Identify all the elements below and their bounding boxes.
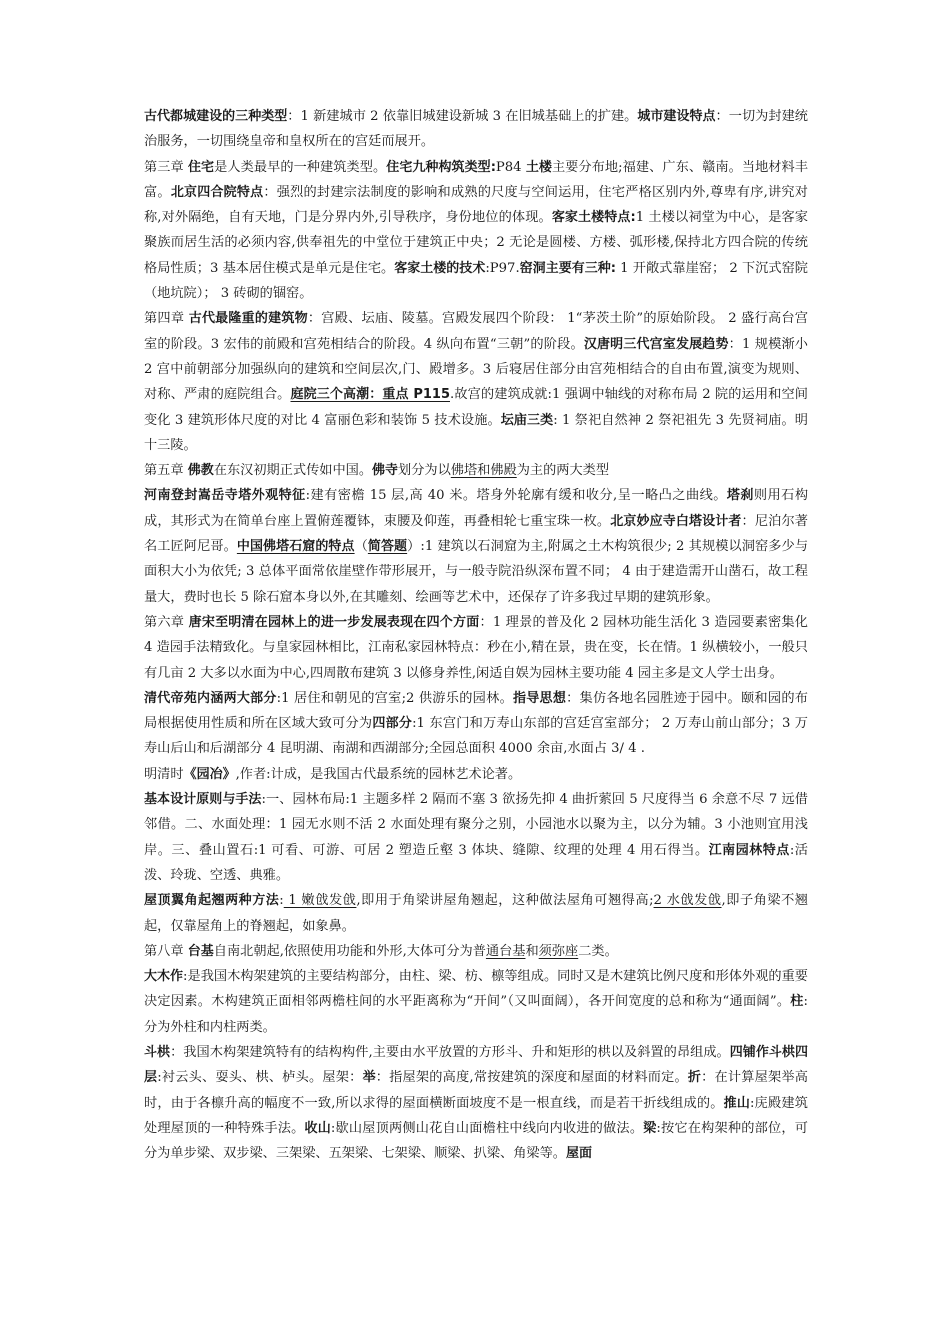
bold-term: 四铺作斗栱四层 — [144, 1044, 808, 1086]
bold-term: 江南园林特点 — [708, 842, 790, 858]
bold-term: 客家土楼的技术 — [394, 260, 486, 276]
paragraph — [144, 610, 808, 686]
paragraph — [144, 787, 808, 888]
text-run: 佛塔和佛殿 — [450, 463, 517, 479]
text-run: : — [279, 893, 284, 909]
text-run: 在东汉初期正式传如中国。 — [213, 463, 373, 479]
text-run: 第六章 — [144, 614, 189, 630]
text-run: :分为外柱和内柱两类。 — [144, 994, 808, 1035]
text-run: 则用石构成，其形式为在简单台座上置俯莲覆钵，束腰及仰莲，再叠相轮七重宝珠一枚。 — [144, 488, 809, 529]
bold-term: 古代都城建设的三种类型 — [144, 109, 288, 124]
bold-term: 推山 — [723, 1095, 751, 1111]
bold-term: 汉唐明三代宫室发展趋势 — [583, 336, 729, 352]
bold-term: 北京妙应寺白塔设计者 — [610, 513, 742, 529]
bold-term: 举 — [362, 1070, 376, 1086]
bold-term: 河南登封嵩岳寺塔外观特征 — [144, 488, 306, 504]
paragraph — [144, 104, 808, 155]
bold-term: 折 — [687, 1070, 702, 1086]
bold-term: 住宅九种构筑类型: — [386, 159, 496, 175]
text-run: 为主的两大类型 — [516, 463, 610, 479]
paragraph — [144, 686, 808, 762]
bold-term: 四部分 — [372, 716, 413, 732]
bold-term: 北京四合院特点 — [170, 184, 264, 200]
paragraph — [144, 888, 808, 939]
bold-term: 窑洞主要有三种: — [519, 260, 616, 276]
bold-term: 塔刹 — [726, 488, 754, 504]
text-run: .故宫的建筑成就:1 强调中轴线的对称布局 2 院的运用和空间变化 3 建筑形体尺度的对比 4 富丽色彩和装饰 5 技术设施。 — [144, 387, 808, 428]
bold-term: 古代最隆重的建筑物 — [188, 311, 308, 327]
text-run: :1 东宫门和万寿山东部的宫廷宫室部分； 2 万寿山前山部分；3 万寿山后山和后湖部分 4 昆明湖、南湖和西湖部分;全园总面积 4000 余亩,水面占 3/ 4 . — [144, 716, 808, 757]
bold-term: 唐宋至明清在园林上的进一步发展表现在四个方面 — [188, 614, 480, 630]
text-run: :按它在构架种的部位，可分为单步梁、双步梁、三架梁、五架梁、七架梁、顺梁、扒梁、角梁等。 — [144, 1120, 808, 1162]
text-run: :活泼、玲珑、空透、典雅。 — [144, 842, 808, 883]
text-run: ：1 规模渐小 2 宫中前朝部分加强纵向的建筑和空间层次,门、殿增多。3 后寝居住部分由宫苑相结合的自由布置,演变为规则、对称、严肃的庭院组合。 — [144, 336, 808, 403]
paragraph — [144, 939, 808, 964]
text-run: 须弥座 — [538, 943, 579, 959]
bold-term: 收山 — [304, 1120, 331, 1136]
text-run: （ — [354, 539, 368, 555]
paragraph — [144, 1040, 808, 1166]
bold-term: 台基 — [187, 943, 214, 959]
text-run: 2 水戗发戗 — [653, 893, 722, 909]
bold-term: 佛寺 — [372, 463, 399, 479]
bold-term: 佛教 — [187, 463, 214, 479]
text-run: ）:1 建筑以石洞窟为主,附属之土木构筑很少; 2 其规模以洞窑多少与面积大小为依凭; 3 总体平面常依崖壁作带形展开，与一般寺院沿纵深布置不同； 4 由于建造需开山凿石，故工程量大，费时也长 5 除石窟本身以外,在其雕刻、绘画等艺术中，还保存了许多我过早期的建筑形象。 — [144, 539, 809, 605]
text-run: ：强烈的封建宗法制度的影响和成熟的尺度与空间运用，住宅严格区别内外,尊卑有序,讲究对称,对外隔绝，自有天地，门是分界内外,引导秩序，身份地位的体现。 — [144, 184, 808, 226]
text-run: ：尼泊尔著名工匠阿尼哥。 — [144, 513, 808, 555]
text-run: ：我国木构架建筑特有的结构构件,主要由水平放置的方形斗、升和矩形的栱以及斜置的昂组成。 — [170, 1044, 730, 1060]
text-run: :建有密檐 15 层,高 40 米。塔身外轮廓有缓和收分,呈一略凸之曲线。 — [305, 488, 727, 504]
text-run: 和 — [525, 943, 539, 959]
text-run: :一、园林布局:1 主题多样 2 隔而不塞 3 欲扬先抑 4 曲折萦回 5 尺度得当 6 余意不尽 7 远借邻借。二、水面处理：1 园无水则不活 2 水面处理有聚分之别，小园池水以聚为主，以分为辅。3 小池则宜用浅岸。三、叠山置石:1 可看、可游、可居 2 塑造丘壑 3 体块、缝隙、纹理的处理 4 用石得当。 — [144, 792, 808, 858]
text-run: ：宫殿、坛庙、陵墓。宫殿发展四个阶段： 1“茅茨土阶”的原始阶段。 2 盛行高台宫室的阶段。3 宏伟的前殿和宫苑相结合的阶段。4 纵向布置“三朝”的阶段。 — [144, 311, 808, 352]
text-run: :歇山屋顶两侧山花自山面檐柱中线向内收进的做法。 — [330, 1120, 644, 1136]
bold-term: 斗栱 — [144, 1044, 171, 1060]
text-run: 第八章 — [144, 943, 188, 959]
text-run: :是我国木构架建筑的主要结构部分，由柱、梁、枋、檩等组成。同时又是木建筑比例尺度和形体外观的重要决定因素。木构建筑正面相邻两檐柱间的水平距离称为“开间”（又叫面阔），各开间宽度的总和称为“通面阔”。 — [144, 969, 808, 1010]
text-run: 通台基 — [485, 943, 526, 959]
bold-term: 清代帝苑内涵两大部分 — [144, 690, 277, 706]
paragraph — [144, 964, 808, 1040]
text-run: ：一切为封建统治服务，一切围绕皇帝和皇权所在的宫廷而展开。 — [144, 109, 808, 150]
paragraph — [144, 155, 808, 307]
text-run: ,即用于角梁讲屋角翘起，这种做法屋角可翘得高; — [356, 893, 654, 909]
text-run: ：1 理景的普及化 2 园林功能生活化 3 造园要素密集化 4 造园手法精致化。与皇家园林相比，江南私家园林特点：秒在小,精在景，贵在变，长在情。1 纵横较小，一般只有几亩 2 大多以水面为中心,四周散布建筑 3 以修身养性,闲适自娱为园林主要功能 4 园主多是文人学士出身。 — [144, 614, 808, 681]
bold-term: 住宅 — [187, 159, 215, 175]
text-run: 二类。 — [578, 943, 618, 959]
text-run: ,即子角梁不翘起，仅靠屋角上的脊翘起，如象鼻。 — [144, 893, 808, 934]
bold-term: 坛庙三类 — [500, 412, 554, 428]
text-run: ：指屋架的高度,常按建筑的深度和屋面的材料而定。 — [375, 1070, 688, 1086]
text-run: :衬云头、耍头、栱、栌头。屋架： — [157, 1070, 363, 1086]
text-run: : 1 祭祀自然神 2 祭祀祖先 3 先贤祠庙。明十三陵。 — [144, 412, 808, 453]
bold-term: 客家土楼特点: — [551, 210, 636, 226]
bold-term: 城市建设特点 — [637, 109, 716, 124]
text-run: 第五章 — [144, 463, 188, 479]
text-run: 明清时 — [144, 766, 184, 782]
bold-term: 屋面 — [566, 1146, 593, 1162]
bold-term: 大木作 — [144, 969, 184, 985]
text-run: :庑殿建筑处理屋顶的一种特殊手法。 — [144, 1095, 808, 1136]
text-run: P84 — [495, 159, 526, 175]
bold-term: 基本设计原则与手法 — [144, 792, 262, 808]
text-run: ：在计算屋架举高时，由于各檩升高的幅度不一致,所以求得的屋面横断面坡度不是一根直线，而是若干折线组成的。 — [144, 1070, 808, 1111]
text-run: 1 嫩戗发戗 — [283, 893, 357, 909]
text-run: :P97. — [485, 260, 520, 276]
text-run: 划分为以 — [398, 463, 451, 479]
text-run: 第三章 — [144, 159, 188, 175]
document-page — [144, 104, 808, 1166]
bold-term: 《园冶》 — [183, 766, 236, 782]
text-run: 第四章 — [144, 311, 189, 327]
text-run: ,作者:计成，是我国古代最系统的园林艺术论著。 — [235, 766, 522, 782]
bold-term: 柱 — [790, 994, 804, 1010]
bold-term: 中国佛塔石窟的特点 — [236, 539, 355, 555]
text-run: ：集仿各地名园胜迹于园中。颐和园的布局根据使用性质和所在区域大致可分为 — [144, 690, 808, 732]
text-run: 1 开敞式靠崖窑； 2 下沉式窑院（地坑院）； 3 砖砌的锢窑。 — [144, 260, 808, 302]
bold-term: 梁 — [643, 1120, 657, 1136]
paragraph — [144, 458, 808, 483]
paragraph — [144, 306, 808, 458]
text-run: 自南北朝起,依照使用功能和外形,大体可分为普 — [213, 943, 486, 959]
text-run: 1 土楼以祠堂为中心，是客家聚族而居生活的必须内容,供奉祖先的中堂位于建筑正中央；2 无论是圆楼、方楼、弧形楼,保持北方四合院的传统格局性质；3 基本居住模式是单元是住宅。 — [144, 210, 808, 276]
text-run: :1 居住和朝见的宫室;2 供游乐的园林。 — [276, 690, 514, 706]
bold-term: 指导思想 — [513, 690, 567, 706]
text-run: 主要分布地;福建、广东、赣南。当地材料丰富。 — [144, 159, 808, 200]
bold-term: 庭院三个高潮：重点 P115 — [290, 387, 450, 403]
bold-term: 简答题 — [367, 539, 408, 555]
text-run: ：1 新建城市 2 依靠旧城建设新城 3 在旧城基础上的扩建。 — [287, 109, 638, 124]
paragraph — [144, 483, 808, 609]
bold-term: 屋顶翼角起翘两种方法 — [144, 893, 280, 909]
bold-term: 土楼 — [525, 159, 552, 175]
paragraph — [144, 762, 808, 787]
text-run: 是人类最早的一种建筑类型。 — [214, 159, 387, 175]
